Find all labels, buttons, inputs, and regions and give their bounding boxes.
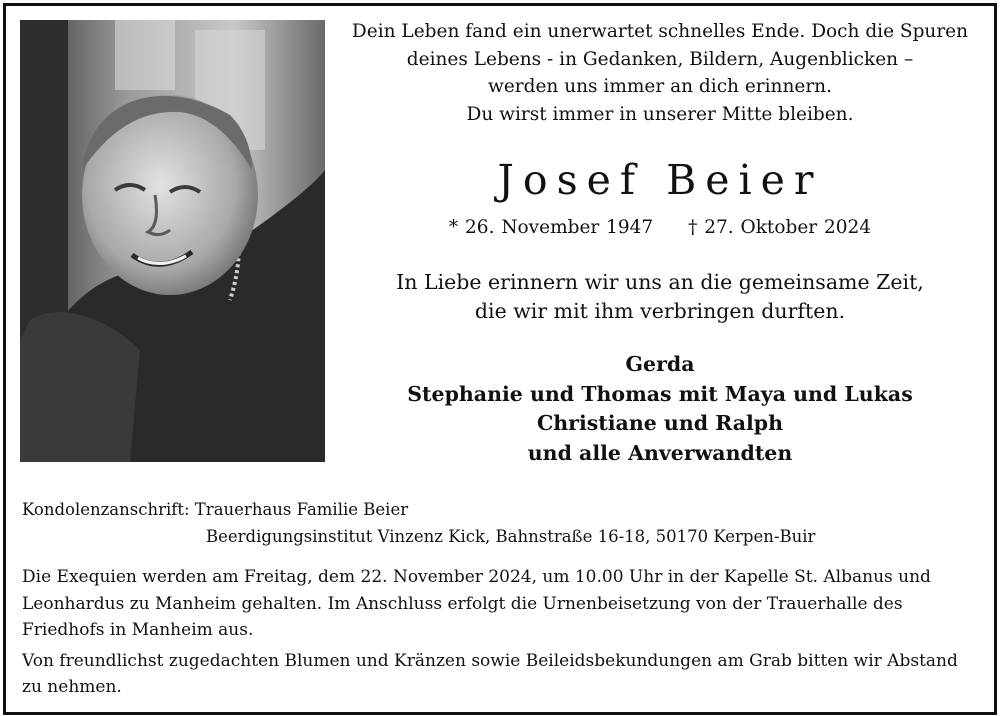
condolence-line: Kondolenzanschrift: Trauerhaus Familie Beier [22,500,409,519]
poem [345,18,975,128]
birth-date: * 26. November 1947 [448,217,654,238]
memory-text [345,268,975,326]
condolence-address [22,496,982,550]
family-line: Stephanie und Thomas mit Maya und Lukas [407,381,913,406]
poem-line: Du wirst immer in unserer Mitte bleiben. [466,103,854,125]
service-paragraph: Die Exequien werden am Freitag, dem 22. November 2024, um 10.00 Uhr in der Kapelle St. Albanus und Leonhardus zu Manheim gehalten. Im Anschluss erfolgt die Urnenbeisetzung von der Trauerhalle des Friedhofs in Manheim aus. [22,567,931,640]
death-date: † 27. Oktober 2024 [688,217,872,238]
funeral-home-address: Beerdigungsinstitut Vinzenz Kick, Bahnstraße 16-18, 50170 Kerpen-Buir [206,527,816,546]
family-signatures [345,350,975,468]
flowers-paragraph: Von freundlichst zugedachten Blumen und Kränzen sowie Beileidsbekundungen am Grab bitten wir Abstand zu nehmen. [22,650,958,697]
memory-line: die wir mit ihm verbringen durften. [474,299,846,323]
poem-line: werden uns immer an dich erinnern. [488,76,832,97]
memory-line: In Liebe erinnern wir uns an die gemeinsame Zeit, [396,270,924,294]
deceased-name: Josef Beier [497,156,823,204]
service-details [22,564,982,705]
poem-line: deines Lebens - in Gedanken, Bildern, Augenblicken – [406,48,914,70]
family-line: Gerda [625,352,695,376]
portrait-image [20,20,325,462]
life-dates [345,215,975,241]
family-line: und alle Anverwandten [527,440,793,465]
family-line: Christiane und Ralph [536,411,784,435]
poem-line: Dein Leben fand ein unerwartet schnelles Ende. Doch die Spuren [351,21,969,42]
portrait-photo [20,20,325,462]
